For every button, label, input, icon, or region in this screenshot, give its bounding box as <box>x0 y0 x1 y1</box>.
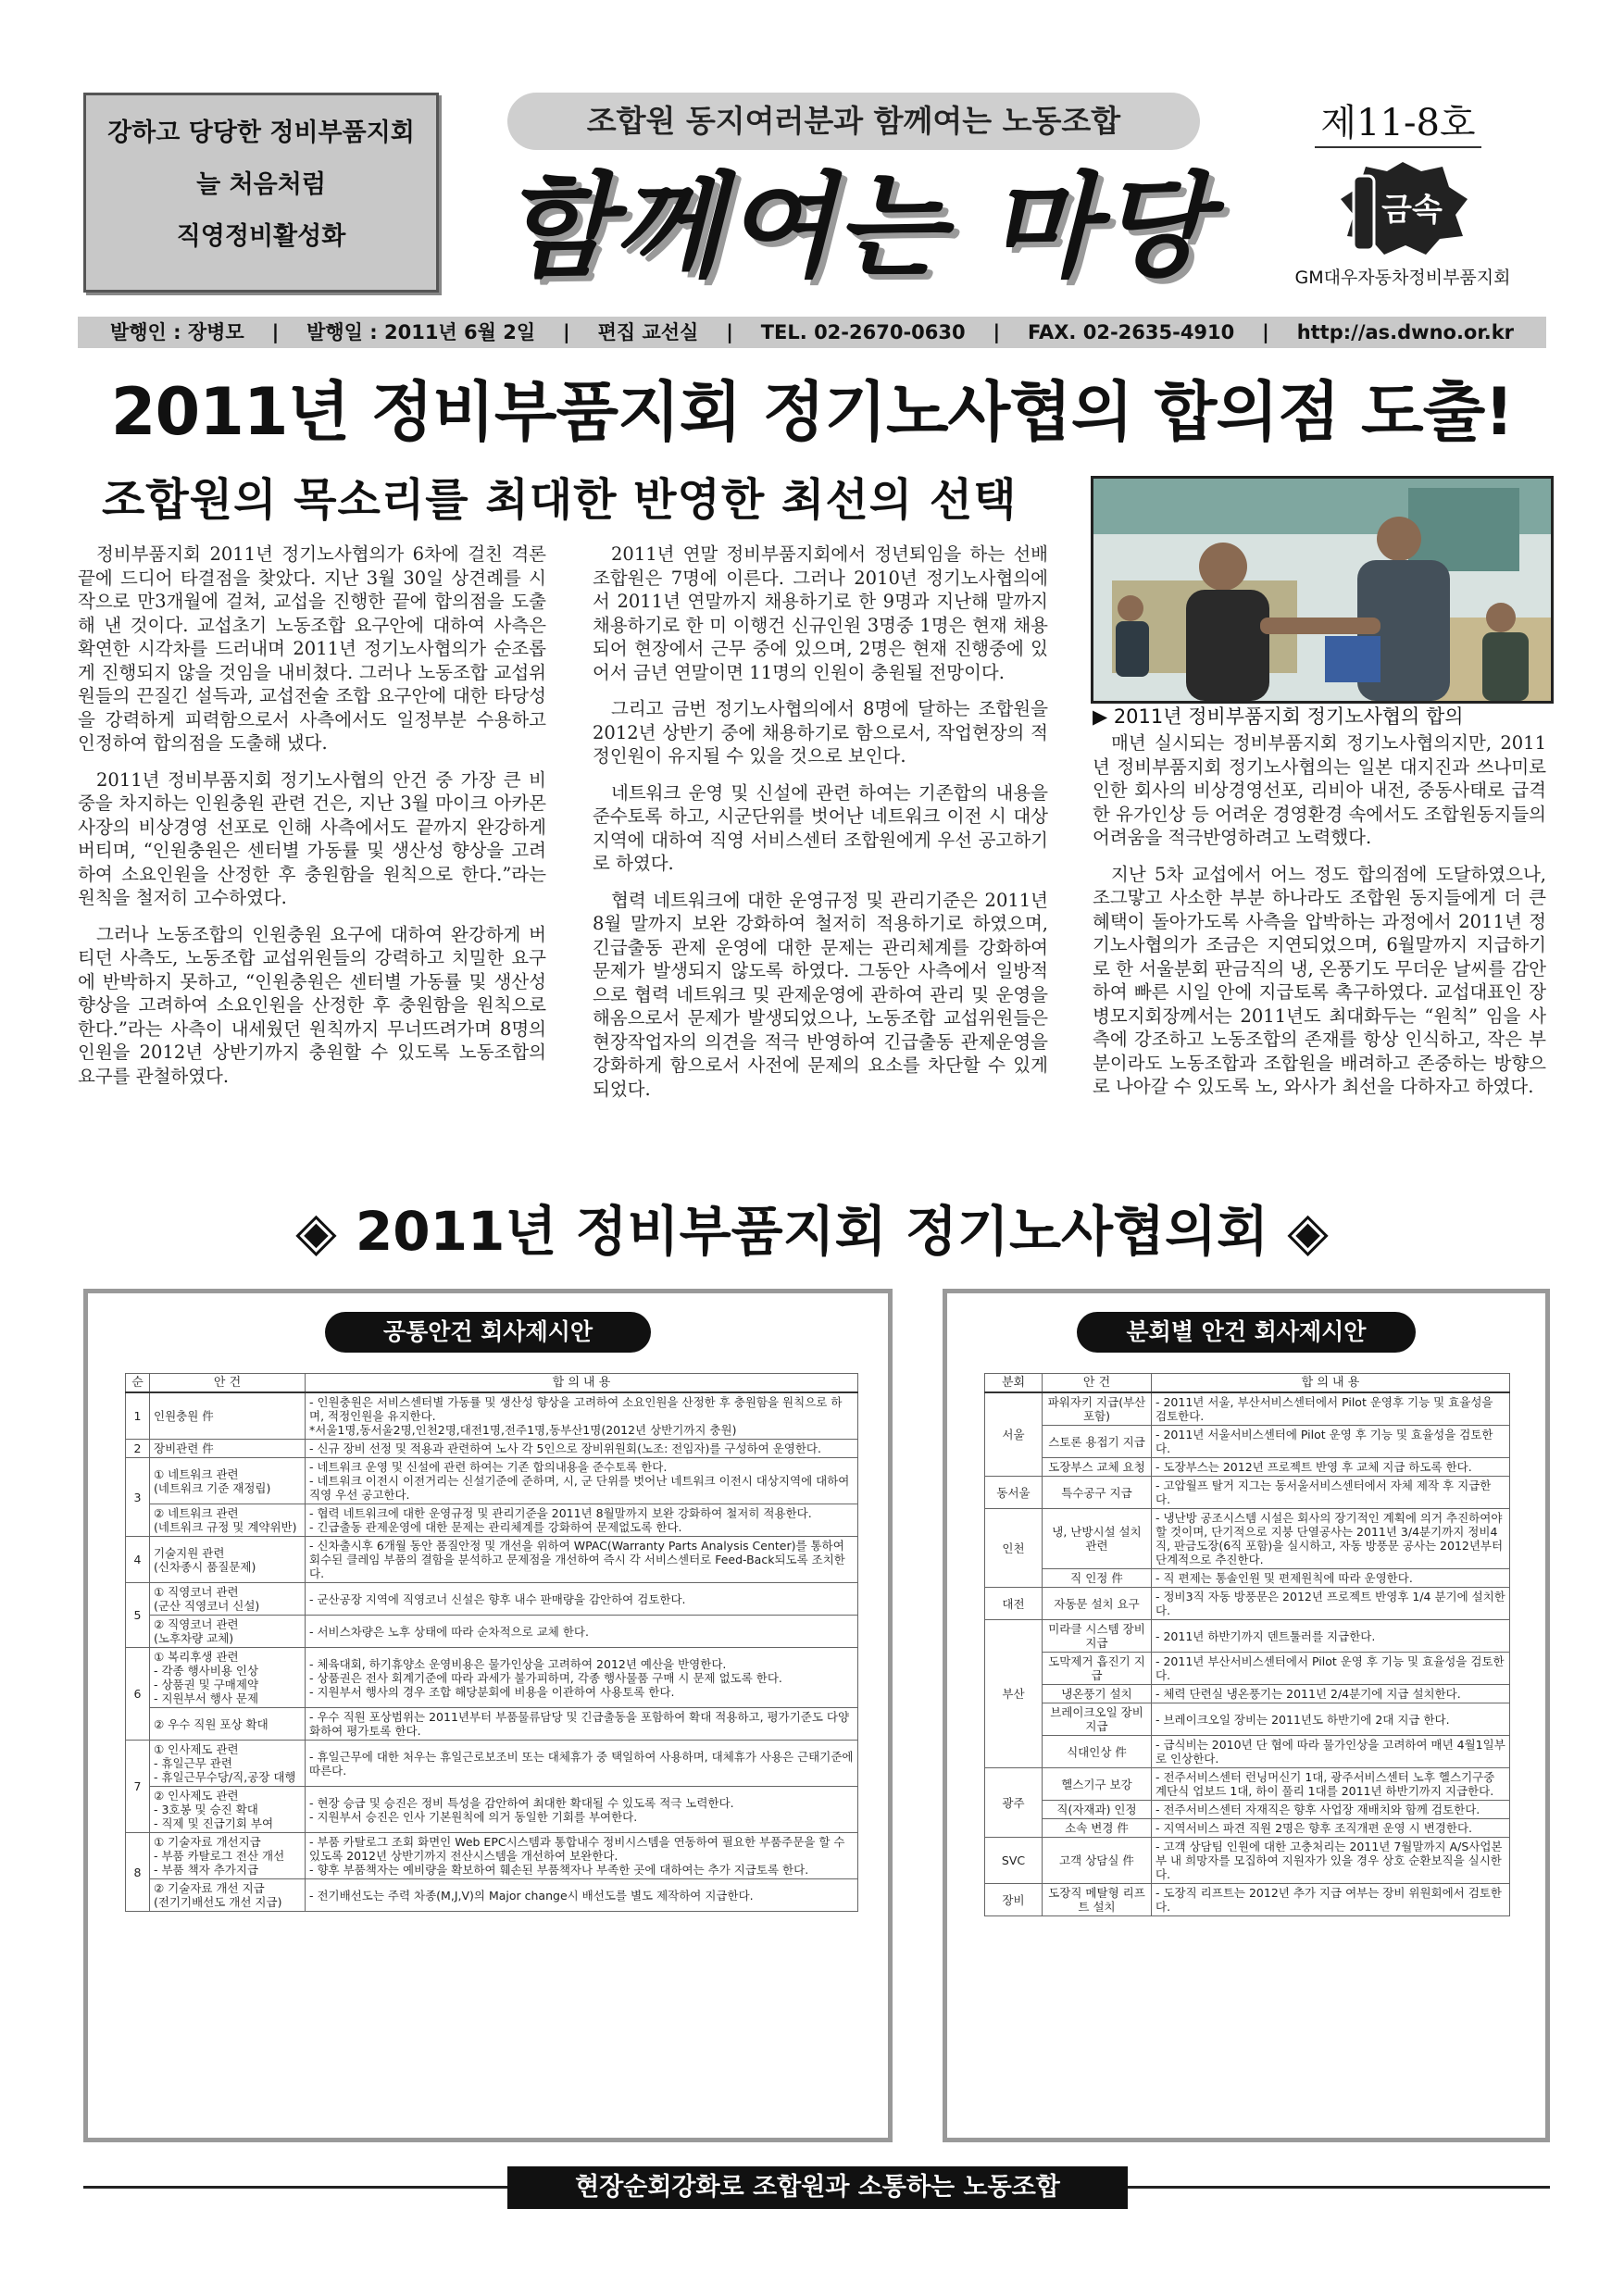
row-number: 1 <box>126 1392 150 1440</box>
section-title: ◈ 2011년 정비부품지회 정기노사협의회 ◈ <box>295 1200 1329 1263</box>
row-number: 4 <box>126 1537 150 1583</box>
agenda-item: 특수공구 지급 <box>1043 1477 1152 1509</box>
row-number: 6 <box>126 1648 150 1741</box>
table-row <box>126 1879 858 1912</box>
agenda-item: 냉온풍기 설치 <box>1043 1685 1152 1703</box>
publish-date: 발행일 : 2011년 6월 2일 <box>306 321 536 343</box>
paragraph: 2011년 정비부품지회 정기노사협의 안건 중 가장 큰 비중을 차지하는 인원충원 관련 건은, 지난 3월 마이크 아카몬사장의 비상경영 선포로 인해 사측에서도 끝까지 완강하게 버티며, “인원충원은 센터별 가동률 및 생산성 향상을 고려하여 소요인원을 산정한 후 충원함을 원칙으로 한다.”라는 원칙을 철저히 고수하였다. <box>78 768 546 908</box>
agenda-item: ① 기술자료 개선지급 - 부품 카탈로그 전산 개선 - 부품 책자 추가지급 <box>150 1833 306 1879</box>
agreement-content: - 2011년 서울서비스센터에 Pilot 운영 후 기능 및 효율성을 검토한다. <box>1152 1426 1510 1458</box>
agenda-item: ② 네트워크 관련 (네트워크 규정 및 계약위반) <box>150 1504 306 1537</box>
paragraph: 정비부품지회 2011년 정기노사협의가 6차에 걸친 격론 끝에 드디어 타결점을 찾았다. 지난 3월 30일 상견례를 시작으로 만3개월에 걸쳐, 교섭을 진행한 끝에 합의점을 도출해 낸 것이다. 교섭초기 노동조합 요구안에 대하여 사측은 확연한 시각차를 드러내며 2011년 정기노사협의가 순조롭게 진행되지 않을 것임을 내비쳤다. 그러나 노동조합 교섭위원들의 끈질긴 설득과, 교섭전술 조합 요구안에 대한 타당성을 강력하게 피력함으로서 사측에서도 일정부분 수용하고 인정하여 합의점을 도출해 냈다. <box>78 543 546 754</box>
table-row <box>985 1838 1510 1884</box>
article-column-1 <box>78 543 546 1101</box>
table-row <box>985 1685 1510 1703</box>
agenda-item: 직(자재과) 인정 <box>1043 1801 1152 1819</box>
agreement-content: - 인원충원은 서비스센터별 가동률 및 생산성 향상을 고려하여 소요인원을 산정한 후 충원함을 원칙으로 하며, 적정인원을 유지한다. *서울1명,동서울2명,인천2명,대전1명,전주1명,동부산1명(2012년 상반기까지 충원) <box>306 1392 858 1440</box>
branch-name-cell: 인천 <box>985 1509 1043 1588</box>
table-row <box>126 1504 858 1537</box>
photo-caption: ▶ 2011년 정비부품지회 정기노사협의 합의 <box>1093 705 1464 728</box>
table-header: 안 건 <box>1043 1374 1152 1393</box>
paragraph: 네트워크 운영 및 신설에 관련 하여는 기존합의 내용을 준수토록 하고, 시군단위를 벗어난 네트워크 이전 시 대상지역에 대하여 직영 서비스센터 조합원에게 우선 공고하기로 하였다. <box>593 781 1048 874</box>
agreement-content: - 서비스차량은 노후 상태에 따라 순차적으로 교체 한다. <box>306 1616 858 1648</box>
agreement-content: - 전기배선도는 주력 차종(M,J,V)의 Major change시 배선도를 별도 제작하여 지급한다. <box>306 1879 858 1912</box>
table-row <box>126 1648 858 1708</box>
publisher: 발행인 : 장병모 <box>109 321 244 343</box>
agreement-content: - 고객 상담팀 인원에 대한 고충처리는 2011년 7월말까지 A/S사업본부 내 희망자를 모집하여 지원자가 있을 경우 상호 순환보직을 실시한다. <box>1152 1838 1510 1884</box>
branch-agenda-title: 분회별 안건 회사제시안 <box>1077 1312 1416 1353</box>
table-row <box>985 1426 1510 1458</box>
row-number: 5 <box>126 1583 150 1648</box>
agreement-content: - 협력 네트워크에 대한 운영규정 및 관리기준을 2011년 8월말까지 보완 강화하여 철저히 적용한다. - 긴급출동 관제운영에 대한 문제는 관리체계를 강화하여 문제없도록 한다. <box>306 1504 858 1537</box>
branch-name-cell: 동서울 <box>985 1477 1043 1509</box>
table-row <box>126 1787 858 1833</box>
editor: 편집 교선실 <box>597 321 699 343</box>
table-row <box>985 1768 1510 1801</box>
agenda-item: ② 기술자료 개선 지급 (전기기배선도 개선 지급) <box>150 1879 306 1912</box>
agenda-item: 스토론 용접기 지급 <box>1043 1426 1152 1458</box>
table-row <box>126 1440 858 1458</box>
row-number: 8 <box>126 1833 150 1912</box>
agreement-content: - 체육대회, 하기휴양소 운영비용은 물가인상을 고려하여 2012년 예산을 반영한다. - 상품권은 전사 회계기준에 따라 과세가 불가피하며, 각종 행사물품 구매 시 문제 없도록 한다. - 지원부서 행사의 경우 조합 해당분회에 비용을 이관하여 사용토록 한다. <box>306 1648 858 1708</box>
article-column-3 <box>1093 731 1546 1112</box>
agenda-item: ② 인사제도 관련 - 3호봉 및 승진 확대 - 직제 및 진급기회 부여 <box>150 1787 306 1833</box>
agreement-content: - 브레이크오일 장비는 2011년도 하반기에 2대 지급 한다. <box>1152 1703 1510 1736</box>
paragraph: 매년 실시되는 정비부품지회 정기노사협의지만, 2011년 정비부품지회 정기노사협의는 일본 대지진과 쓰나미로 인한 회사의 비상경영선포, 리비아 내전, 중동사태로 급격한 유가인상 등 어려운 경영환경 속에서도 조합원동지들의 어려움을 적극반영하려고 노력했다. <box>1093 732 1546 848</box>
agreement-content: - 현장 승급 및 승진은 정비 특성을 감안하여 최대한 확대될 수 있도록 적극 노력한다. - 지원부서 승진은 인사 기본원칙에 의거 동일한 기회를 부여한다. <box>306 1787 858 1833</box>
logo-text: 금속 <box>1381 192 1443 229</box>
table-header: 합 의 내 용 <box>306 1374 858 1393</box>
footer-slogan: 현장순회강화로 조합원과 소통하는 노동조합 <box>507 2166 1128 2209</box>
table-row <box>126 1708 858 1741</box>
agreement-content: - 신차출시후 6개월 동안 품질안정 및 개선을 위하여 WPAC(Warranty Parts Analysis Center)를 통하여 회수된 클레임 부품의 결함을 분석하고 문제점을 개선하여 즉시 각 서비스센터로 Feed-Back되도록 조치한다. <box>306 1537 858 1583</box>
table-row <box>985 1620 1510 1653</box>
branch-name: GM대우자동차정비부품지회 <box>1294 268 1511 288</box>
agenda-item: 헬스기구 보강 <box>1043 1768 1152 1801</box>
agreement-content: - 고압월프 탈거 지그는 동서울서비스센터에서 자체 제작 후 지급한다. <box>1152 1477 1510 1509</box>
telephone: TEL. 02-2670-0630 <box>760 321 966 343</box>
agenda-item: 도막제거 흡진기 지급 <box>1043 1653 1152 1685</box>
agenda-item: 브레이크오일 장비 지급 <box>1043 1703 1152 1736</box>
agreement-content: - 지역서비스 파견 직원 2명은 향후 조직개편 운영 시 변경한다. <box>1152 1819 1510 1838</box>
agreement-content: - 2011년 부산서비스센터에서 Pilot 운영 후 기능 및 효율성을 검토한다. <box>1152 1653 1510 1685</box>
table-row <box>126 1583 858 1616</box>
agreement-content: - 도장직 리프트는 2012년 추가 지급 여부는 장비 위원회에서 검토한다. <box>1152 1884 1510 1916</box>
table-header: 순 <box>126 1374 150 1393</box>
slogan-line-3: 직영정비활성화 <box>176 222 346 251</box>
article-column-2 <box>593 543 1048 1114</box>
union-logo-icon <box>1333 157 1472 259</box>
agreement-content: - 2011년 서울, 부산서비스센터에서 Pilot 운영후 기능 및 효율성을 검토한다. <box>1152 1392 1510 1426</box>
agenda-item: 식대인상 件 <box>1043 1736 1152 1768</box>
agreement-content: - 급식비는 2010년 단 협에 따라 물가인상을 고려하여 매년 4월1일부로 인상한다. <box>1152 1736 1510 1768</box>
table-row <box>985 1703 1510 1736</box>
row-number: 7 <box>126 1741 150 1833</box>
agreement-content: - 군산공장 지역에 직영코너 신설은 향후 내수 판매량을 감안하여 검토한다. <box>306 1583 858 1616</box>
table-row <box>985 1819 1510 1838</box>
agenda-item: 직 인정 件 <box>1043 1569 1152 1588</box>
paragraph: 지난 5차 교섭에서 어느 정도 합의점에 도달하였으나, 조그맣고 사소한 부분 하나라도 조합원 동지들에게 더 큰 혜택이 돌아가도록 사측을 압박하는 과정에서 2011년 정기노사협의가 조금은 지연되었으며, 6월말까지 지급하기로 한 서울분회 판금직의 냉, 온풍기도 무더운 날씨를 감안하여 빠른 시일 안에 지급토록 촉구하였다. 교섭대표인 장병모지회장께서는 2011년도 최대화두는 “원칙” 임을 사측에 강조하고 노동조합의 존재를 항상 인식하고, 작은 부분이라도 노동조합과 조합원을 배려하고 존중하는 방향으로 나아갈 수 있도록 노, 와사가 최선을 다하자고 하였다. <box>1093 863 1546 1097</box>
common-agenda-panel <box>83 1289 893 2142</box>
table-header: 안 건 <box>150 1374 306 1393</box>
table-row <box>985 1801 1510 1819</box>
table-row <box>985 1884 1510 1916</box>
agenda-item: 장비관련 件 <box>150 1440 306 1458</box>
website-link[interactable]: http://as.dwno.or.kr <box>1296 321 1515 343</box>
slogan-line-1: 강하고 당당한 정비부품지회 <box>107 119 415 147</box>
agreement-content: - 도장부스는 2012년 프로젝트 반영 후 교체 지급 하도록 한다. <box>1152 1458 1510 1477</box>
branch-agenda-table-wrap <box>984 1373 1510 1916</box>
agenda-item: 기술지원 관련 (신차종시 품질문제) <box>150 1537 306 1583</box>
paragraph: 그리고 금번 정기노사협의에서 8명에 달하는 조합원을 2012년 상반기 중에 채용하기로 함으로서, 작업현장의 적정인원이 유지될 수 있을 것으로 보인다. <box>593 698 1048 767</box>
slogan-box <box>83 93 439 293</box>
agenda-item: 고객 상담실 件 <box>1043 1838 1152 1884</box>
table-row <box>985 1458 1510 1477</box>
table-row <box>985 1653 1510 1685</box>
agenda-item: 냉, 난방시설 설치 관련 <box>1043 1509 1152 1569</box>
agenda-item: ① 인사제도 관련 - 휴일근무 관련 - 휴일근무수당/직,공장 대행 <box>150 1741 306 1787</box>
row-number: 3 <box>126 1458 150 1537</box>
agenda-item: ① 복리후생 관련 - 각종 행사비용 인상 - 상품권 및 구매제약 - 지원부서 행사 문제 <box>150 1648 306 1708</box>
agreement-content: - 체력 단련실 냉온풍기는 2011년 2/4분기에 지급 설치한다. <box>1152 1685 1510 1703</box>
table-header: 합 의 내 용 <box>1152 1374 1510 1393</box>
row-number: 2 <box>126 1440 150 1458</box>
branch-name-cell: 대전 <box>985 1588 1043 1620</box>
table-header: 분회 <box>985 1374 1043 1393</box>
agreement-content: - 네트워크 운영 및 신설에 관련 하여는 기존 합의내용을 준수토록 한다. - 네트워크 이전시 이전거리는 신설기준에 준하며, 시, 군 단위를 벗어난 네트워크 이전시 대상지역에 대하여 직영 우선 공고한다. <box>306 1458 858 1504</box>
negotiation-photo <box>1091 476 1554 704</box>
table-row <box>126 1616 858 1648</box>
slogan-line-2: 늘 처음처럼 <box>196 170 326 199</box>
agenda-item: ② 우수 직원 포상 확대 <box>150 1708 306 1741</box>
agreement-content: - 직 편제는 통솔인원 및 편제원칙에 따라 운영한다. <box>1152 1569 1510 1588</box>
agenda-item: 자동문 설치 요구 <box>1043 1588 1152 1620</box>
agenda-item: 인원충원 件 <box>150 1392 306 1440</box>
branch-name-cell: 광주 <box>985 1768 1043 1838</box>
branch-name-cell: SVC <box>985 1838 1043 1884</box>
table-row <box>126 1392 858 1440</box>
paragraph: 협력 네트워크에 대한 운영규정 및 관리기준은 2011년 8월 말까지 보완 강화하여 철저히 적용하기로 하였으며, 긴급출동 관제 운영에 대한 문제는 관리체계를 강화하여 문제가 발생되지 않도록 하였다. 그동안 사측에서 일방적으로 협력 네트워크 및 관제운영에 관하여 관리 및 운영을 해옴으로서 문제가 발생되었으나, 노동조합 교섭위원들은 현장작업자의 의견을 적극 반영하여 긴급출동 관제운영을 강화하게 함으로서 사전에 문제의 요소를 차단할 수 있게 되었다. <box>593 889 1048 1100</box>
table-row <box>985 1569 1510 1588</box>
agreement-content: - 정비3직 자동 방풍문은 2012년 프로젝트 반영후 1/4 분기에 설치한다. <box>1152 1588 1510 1620</box>
agreement-content: - 2011년 하반기까지 덴트툴러를 지급한다. <box>1152 1620 1510 1653</box>
agreement-content: - 전주서비스센터 런닝머신기 1대, 광주서비스센터 노후 헬스기구중 계단식 업보드 1대, 하이 풀리 1대를 2011년 하반기까지 지급한다. <box>1152 1768 1510 1801</box>
branch-name-cell: 장비 <box>985 1884 1043 1916</box>
agreement-content: - 냉난방 공조시스템 시설은 회사의 장기적인 계획에 의거 추진하여야 할 것이며, 단기적으로 지붕 단열공사는 2011년 3/4분기까지 정비4직, 판금도장(6직 포함)을 실시하고, 자동 방풍문 공사는 2012년부터 단계적으로 추진한다. <box>1152 1509 1510 1569</box>
fax: FAX. 02-2635-4910 <box>1028 321 1235 343</box>
common-agenda-table-wrap <box>125 1373 858 1912</box>
agenda-item: 도장직 메탈형 리프트 설치 <box>1043 1884 1152 1916</box>
agenda-item: ② 직영코너 관련 (노후차량 교체) <box>150 1616 306 1648</box>
agenda-item: 미라클 시스템 장비 지급 <box>1043 1620 1152 1653</box>
subheadline: 조합원의 목소리를 최대한 반영한 최선의 선택 <box>102 474 1018 526</box>
table-row <box>985 1736 1510 1768</box>
table-row <box>126 1537 858 1583</box>
agenda-item: ① 네트워크 관련 (네트워크 기준 재정립) <box>150 1458 306 1504</box>
agreement-content: - 전주서비스센터 자재직은 향후 사업장 재배치와 함께 검토한다. <box>1152 1801 1510 1819</box>
table-row <box>985 1392 1510 1426</box>
table-row <box>126 1741 858 1787</box>
agreement-content: - 신규 장비 선정 및 적용과 관련하여 노사 각 5인으로 장비위원회(노조: 전임자)를 구성하여 운영한다. <box>306 1440 858 1458</box>
table-row <box>985 1588 1510 1620</box>
table-row <box>985 1477 1510 1509</box>
agenda-item: 소속 변경 件 <box>1043 1819 1152 1838</box>
branch-agenda-table <box>984 1373 1510 1916</box>
agenda-item: 파워자키 지급(부산포함) <box>1043 1392 1152 1426</box>
headline: 2011년 정비부품지회 정기노사협의 합의점 도출! <box>110 374 1514 450</box>
table-row <box>126 1833 858 1879</box>
publication-bar: 발행인 : 장병모 | 발행일 : 2011년 6월 2일 | 편집 교선실 | TEL. 02-2670-0630 | FAX. 02-2635-4910 | http://as.dwno.or.kr <box>78 317 1546 348</box>
table-row <box>126 1458 858 1504</box>
branch-name-cell: 서울 <box>985 1392 1043 1477</box>
agreement-content: - 부품 카탈로그 조회 화면인 Web EPC시스템과 통합내수 정비시스템을 연동하여 필요한 부품주문을 할 수 있도록 2012년 상반기까지 전산시스템을 개선하여 보완한다. - 향후 부품책자는 예비량을 확보하여 훼손된 부품책자나 부족한 곳에 대하여는 추가 지급토록 한다. <box>306 1833 858 1879</box>
agreement-content: - 우수 직원 포상범위는 2011년부터 부품물류담당 및 긴급출동을 포함하여 확대 적용하고, 평가기준도 다양화하여 평가토록 한다. <box>306 1708 858 1741</box>
newspaper-title: 함께여는 마당 <box>503 161 1210 293</box>
common-agenda-table <box>125 1373 858 1912</box>
common-agenda-title: 공통안건 회사제시안 <box>325 1312 651 1353</box>
agenda-item: 도장부스 교체 요청 <box>1043 1458 1152 1477</box>
paragraph: 2011년 연말 정비부품지회에서 정년퇴임을 하는 선배 조합원은 7명에 이른다. 그러나 2010년 정기노사협의에서 2011년 연말까지 채용하기로 한 9명과 지난해 말까지 채용하기로 한 미 이행건 신규인원 3명중 1명은 현재 채용되어 현장에서 근무 중에 있으며, 2명은 현재 진행중에 있어서 금년 연말이면 11명의 인원이 충원될 전망이다. <box>593 543 1048 683</box>
agenda-item: ① 직영코너 관련 (군산 직영코너 신설) <box>150 1583 306 1616</box>
table-row <box>985 1509 1510 1569</box>
paragraph: 그러나 노동조합의 인원충원 요구에 대하여 완강하게 버티던 사측도, 노동조합 교섭위원들의 강력하고 치밀한 요구에 반박하지 못하고, “인원충원은 센터별 가동률 및 생산성 향상을 고려하여 소요인원을 산정한 후 충원함을 원칙으로 한다.”라는 사측이 내세웠던 원칙까지 무너뜨려가며 8명의 인원을 2012년 상반기까지 충원할 수 있도록 노동조합의 요구를 관철하였다. <box>78 923 546 1087</box>
issue-number: 제11-8호 <box>1315 100 1481 148</box>
agreement-content: - 휴일근무에 대한 처우는 휴일근로보조비 또는 대체휴가 중 택일하여 사용하며, 대체휴가 사용은 근태기준에 따른다. <box>306 1741 858 1787</box>
branch-name-cell: 부산 <box>985 1620 1043 1768</box>
tagline: 조합원 동지여러분과 함께여는 노동조합 <box>507 93 1200 150</box>
branch-agenda-panel <box>943 1289 1550 2142</box>
